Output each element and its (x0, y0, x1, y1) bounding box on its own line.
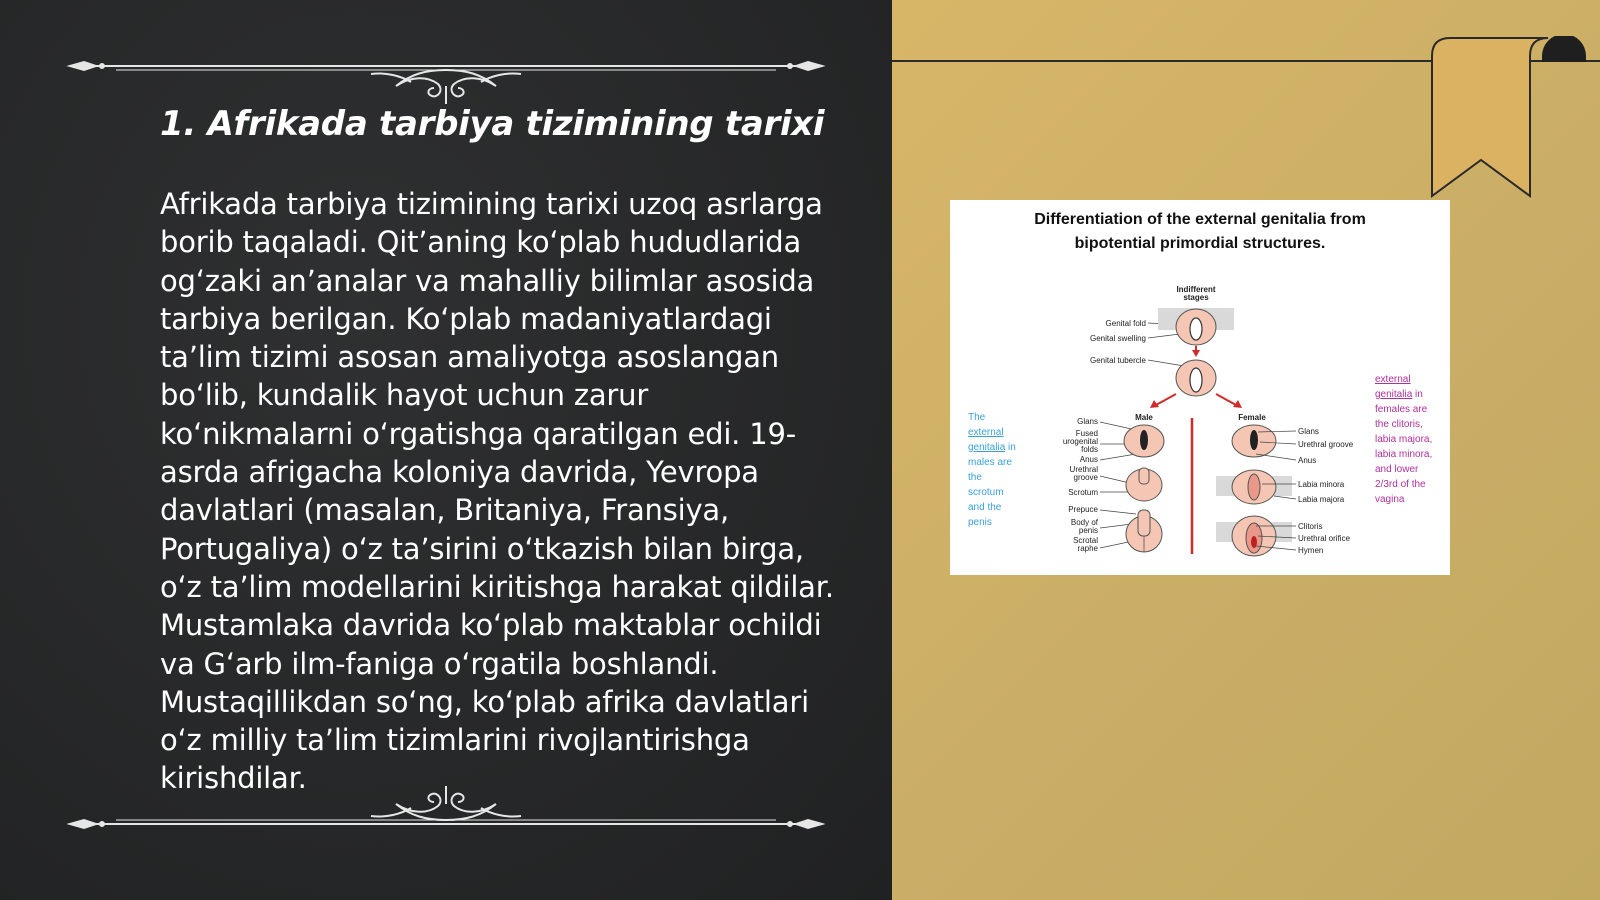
male-label-urethral: Urethral (1069, 465, 1098, 474)
female-note-link[interactable]: external genitalia (1375, 374, 1413, 400)
female-label-hymen: Hymen (1298, 546, 1324, 555)
label-genital-fold: Genital fold (1105, 319, 1146, 328)
female-note (1375, 372, 1435, 507)
slide-title: 1. Afrikada tarbiya tizimining tarixi (160, 104, 825, 144)
figure-title-line-1: Differentiation of the external genitalia from (1034, 211, 1366, 228)
female-label-urethral-groove: Urethral groove (1298, 440, 1354, 449)
ornament-divider-icon (66, 46, 826, 106)
female-label-urethral-orifice: Urethral orifice (1298, 534, 1351, 543)
female-label-labia-majora: Labia majora (1298, 495, 1345, 504)
slide-body-text: Afrikada tarbiya tizimining tarixi uzoq asrlarga borib taqaladi. Qit’aning ko‘plab hududlarida og‘zaki an’analar va mahalliy bilimlar asosida tarbiya berilgan. Ko‘plab madaniyatlardagi ta’lim tizimi asosan amaliyotga asoslangan bo‘lib, kundalik hayot uchun zarur ko‘nikmalarni o‘rgatishga qaratilgan edi. 19-asrda afrigacha koloniya davrida, Yevropa davlatlari (masalan, Britaniya, Fransiya, Portugaliya) o‘z ta’sirini o‘tkazish bilan birga, o‘z ta’lim modellarini kiritishga harakat qildilar. Mustamlaka davrida ko‘plab maktablar ochildi va G‘arb ilm-faniga o‘rgatila boshlandi. Mustaqillikdan so‘ng, ko‘plab afrika davlatlari o‘z milliy ta’lim tizimlarini rivojlantirishga kirishdilar. (160, 187, 834, 796)
female-note-suffix: in females are the clitoris, labia majora, labia minora, and lower 2/3rd of the vagina (1375, 389, 1433, 505)
male-note-prefix: The (968, 412, 986, 423)
label-genital-swelling: Genital swelling (1089, 334, 1146, 343)
male-label-anus: Anus (1079, 455, 1098, 464)
female-label-anus: Anus (1298, 456, 1317, 465)
male-label-prepuce: Prepuce (1068, 505, 1098, 514)
stage-heading-line-1: Indifferent (1176, 285, 1216, 294)
male-label-glans: Glans (1077, 417, 1098, 426)
male-heading: Male (1135, 413, 1153, 422)
bookmark-ribbon-icon (1430, 36, 1600, 201)
stage-heading-line-2: stages (1183, 293, 1209, 302)
male-label-body-of: Body of (1070, 518, 1098, 527)
male-note-link[interactable]: external genitalia (968, 427, 1006, 453)
male-label-penis: penis (1078, 526, 1098, 535)
diagram-image (950, 200, 1450, 575)
female-label-glans: Glans (1298, 427, 1319, 436)
male-label-raphe: raphe (1077, 544, 1098, 553)
male-label-groove: groove (1073, 473, 1098, 482)
figure-title-line-2: bipotential primordial structures. (1074, 235, 1326, 252)
male-label-scrotum: Scrotum (1068, 488, 1098, 497)
male-label-scrotal: Scrotal (1073, 536, 1098, 545)
female-heading: Female (1238, 413, 1266, 422)
male-note (968, 410, 1016, 530)
male-label-urogenital: urogenital (1062, 437, 1098, 446)
male-label-fused: Fused (1075, 429, 1098, 438)
label-genital-tubercle: Genital tubercle (1089, 356, 1146, 365)
ornament-divider-icon (66, 774, 826, 834)
male-note-suffix: in males are the scrotum and the penis (968, 442, 1016, 528)
female-label-clitoris: Clitoris (1298, 522, 1323, 531)
male-label-folds: folds (1081, 445, 1098, 454)
female-label-labia-minora: Labia minora (1298, 480, 1345, 489)
